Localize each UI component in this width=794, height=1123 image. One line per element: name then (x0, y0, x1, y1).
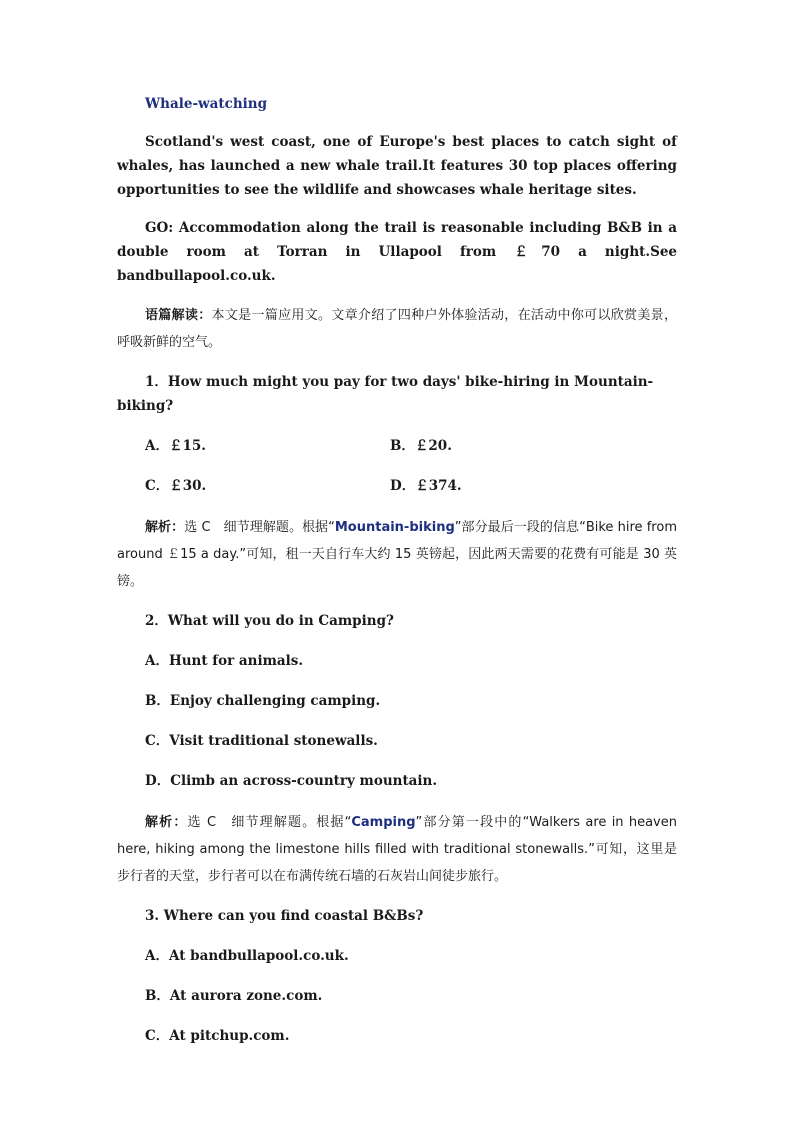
question-1-option-d: D．￡374. (390, 478, 462, 494)
question-2-option-c: C．Visit traditional stonewalls. (145, 733, 378, 749)
summary-label: 语篇解读： (145, 308, 212, 323)
summary-text: 本文是一篇应用文。文章介绍了四种户外体验活动，在活动中你可以欣赏美景，呼吸新鲜的空气。 (117, 308, 677, 350)
explanation-label: 解析： (145, 520, 185, 535)
explanation-highlight: Camping (351, 815, 416, 830)
question-1-options-row-2 (117, 474, 677, 498)
question-1-explanation (117, 514, 677, 595)
question-3-option-b: B．At aurora zone.com. (145, 988, 323, 1004)
question-2: 2．What will you do in Camping? (145, 613, 394, 629)
question-2-explanation (117, 809, 677, 890)
explanation-text: 选 C 细节理解题。根据“ (184, 520, 335, 535)
question-1-option-b: B．￡20. (390, 438, 452, 454)
explanation-text: ”部分第一段中的“Walkers are in heaven here, hiking among the limestone hills filled with traditional stonewalls.”可知，这里是步行者的天堂，步行者可以在布满传统石墙的石灰岩山间徒步旅行。 (117, 815, 677, 884)
question-1: 1．How much might you pay for two days' bike-hiring in Mountain-biking? (117, 374, 654, 414)
paragraph-intro: Scotland's west coast, one of Europe's best places to catch sight of whales, has launched a new whale trail.It features 30 top places offering opportunities to see the wildlife and showcases whale heritage sites. (117, 134, 677, 198)
section-heading: Whale-watching (145, 96, 268, 112)
explanation-text: ”部分最后一段的信息“Bike hire from around ￡15 a day.”可知，租一天自行车大约 15 英镑起，因此两天需要的花费有可能是 30 英镑。 (117, 520, 677, 589)
explanation-highlight: Mountain-biking (334, 520, 455, 535)
question-2-option-a: A．Hunt for animals. (145, 653, 304, 669)
question-2-option-d: D．Climb an across-country mountain. (145, 773, 438, 789)
question-3: 3. Where can you find coastal B&Bs? (145, 908, 424, 924)
question-3-option-c: C．At pitchup.com. (145, 1028, 290, 1044)
document-page (117, 92, 677, 1064)
explanation-label: 解析： (145, 815, 188, 830)
paragraph-go: GO: Accommodation along the trail is reasonable including B&B in a double room at Torran in Ullapool from ￡70 a night.See bandbullapool.co.uk. (117, 220, 677, 284)
passage-summary (117, 302, 677, 356)
question-3-option-a: A．At bandbullapool.co.uk. (145, 948, 349, 964)
question-1-option-a: A．￡15. (145, 438, 206, 454)
question-1-option-c: C．￡30. (145, 478, 207, 494)
question-1-options-row-1 (117, 434, 677, 458)
explanation-text: 选 C 细节理解题。根据“ (187, 815, 352, 830)
question-2-option-b: B．Enjoy challenging camping. (145, 693, 381, 709)
